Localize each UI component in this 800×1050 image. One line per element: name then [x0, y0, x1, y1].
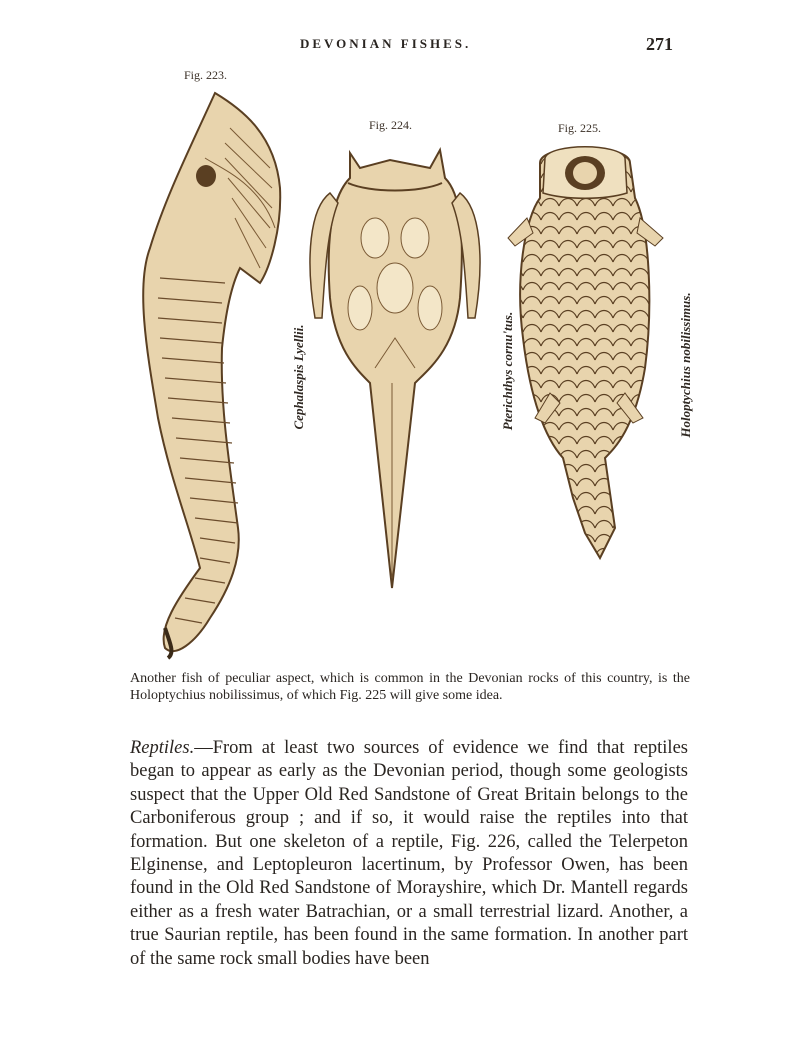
pterichthys-engraving	[300, 138, 490, 593]
figure-223-species-name: Cephalaspis Lyellii.	[291, 324, 306, 430]
body-paragraph	[130, 737, 688, 971]
page-number: 271	[646, 34, 673, 54]
figure-225-label: Fig. 225.	[558, 121, 602, 135]
section-lead-word: Reptiles.	[130, 738, 195, 758]
figure-224-species-name: Pterichthys cornu'tus.	[500, 311, 515, 431]
figure-caption-paragraph: Another fish of peculiar aspect, which is common in the Devonian rocks of this country, is the Holoptychius nobilissimus, of which Fig. 225 will give some idea.	[130, 671, 690, 703]
cephalaspis-engraving	[130, 88, 290, 663]
figure-224-label: Fig. 224.	[369, 118, 413, 132]
figure-225-species-name: Holoptychius nobilissimus.	[678, 292, 693, 438]
holoptychius-engraving	[505, 138, 665, 568]
figure-223-label: Fig. 223.	[184, 68, 228, 82]
body-paragraph-text: —From at least two sources of evidence we find that reptiles began to appear as early as the Devonian period, though some geologists suspect that the Upper Old Red Sandstone of Great Britain belongs to the Carboniferous group ; and if so, it would raise the reptiles into that formation. But one skeleton of a reptile, Fig. 226, called the Telerpeton Elginense, and Leptopleuron lacertinum, by Professor Owen, has been found in the Old Red Sandstone of Morayshire, which Dr. Mantell regards either as a fresh water Batrachian, or a small terrestrial lizard. Another, a true Saurian reptile, has been found in the same formation. In another part of the same rock small bodies have been	[130, 738, 688, 969]
running-head-title: DEVONIAN FISHES.	[300, 36, 472, 51]
